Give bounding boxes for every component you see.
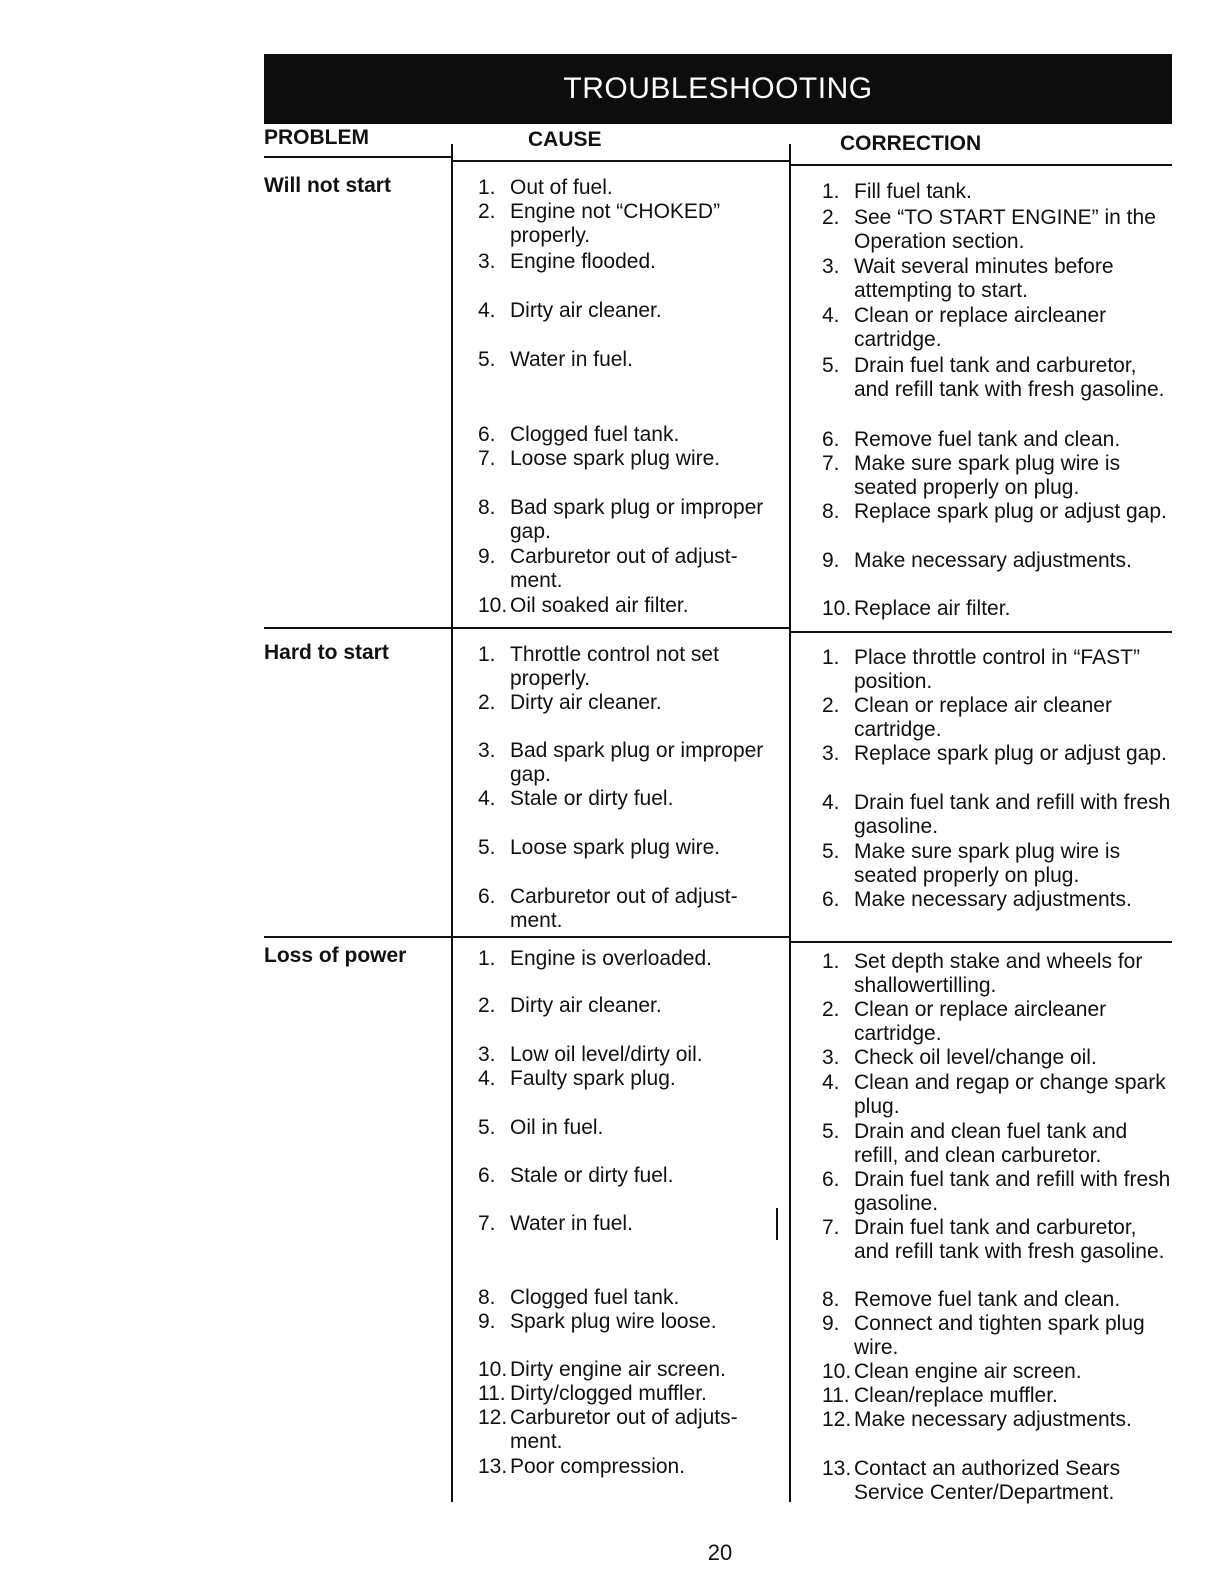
cause-item: 11. Dirty/clogged muffler. <box>478 1382 707 1405</box>
cause-item: 7. Loose spark plug wire. <box>478 447 721 470</box>
divider-right <box>789 144 791 1502</box>
correction-item: 1. Place throttle control in “FAST” position. <box>822 646 1140 693</box>
cause-item: 5. Oil in fuel. <box>478 1116 604 1139</box>
correction-item: 5. Drain fuel tank and carburetor, and refill tank with fresh gasoline. <box>822 354 1165 401</box>
cause-item: 10. Oil soaked air filter. <box>478 594 689 617</box>
cause-item: 3. Low oil level/dirty oil. <box>478 1043 703 1066</box>
correction-item: 10. Replace air filter. <box>822 597 1011 620</box>
divider-left <box>451 144 453 1502</box>
page-number: 20 <box>707 1540 733 1565</box>
rule-section-2-cause <box>452 936 790 938</box>
cause-item: 12. Carburetor out of adjutsment. <box>478 1406 738 1453</box>
cause-item: 6. Carburetor out of adjustment. <box>478 885 738 932</box>
correction-item: 8. Remove fuel tank and clean. <box>822 1288 1121 1311</box>
correction-item: 6. Drain fuel tank and refill with fresh gasoline. <box>822 1168 1171 1215</box>
correction-item: 3. Wait several minutes before attempting to start. <box>822 255 1114 302</box>
cause-item: 6. Stale or dirty fuel. <box>478 1164 674 1187</box>
correction-item: 3. Check oil level/change oil. <box>822 1046 1097 1069</box>
correction-item: 2. See “TO START ENGINE” in the Operation section. <box>822 206 1156 253</box>
cause-item: 1. Engine is overloaded. <box>478 947 712 970</box>
header-problem: PROBLEM <box>264 126 369 149</box>
correction-item: 2. Clean or replace air cleaner cartridge. <box>822 694 1112 741</box>
cause-item: 5. Loose spark plug wire. <box>478 836 721 859</box>
header-cause: CAUSE <box>528 128 602 151</box>
cause-item: 1. Out of fuel. <box>478 176 613 199</box>
correction-item: 10. Clean engine air screen. <box>822 1360 1082 1383</box>
rule-problem-header <box>264 156 452 158</box>
correction-item: 5. Drain and clean fuel tank and refill, and clean carburetor. <box>822 1120 1128 1167</box>
cause-item: 3. Engine flooded. <box>478 250 656 273</box>
correction-item: 4. Clean or replace aircleaner cartridge. <box>822 304 1107 351</box>
rule-section-1-problem <box>264 627 452 629</box>
correction-item: 9. Make necessary adjustments. <box>822 549 1132 572</box>
cause-item: 8. Bad spark plug or improper gap. <box>478 496 764 543</box>
cause-item: 13. Poor compression. <box>478 1455 686 1478</box>
cause-item: 8. Clogged fuel tank. <box>478 1286 680 1309</box>
cause-item: 5. Water in fuel. <box>478 348 633 371</box>
cause-item: 2. Dirty air cleaner. <box>478 691 662 714</box>
correction-item: 3. Replace spark plug or adjust gap. <box>822 742 1167 765</box>
header-correction: CORRECTION <box>840 132 982 155</box>
cause-item: 2. Engine not “CHOKED” properly. <box>478 200 721 247</box>
problem-hard-to-start: Hard to start <box>264 641 389 664</box>
cause-item: 7. Water in fuel. <box>478 1212 633 1235</box>
cause-item: 4. Faulty spark plug. <box>478 1067 676 1090</box>
correction-item: 13. Contact an authorized Sears Service Center/Department. <box>822 1457 1121 1504</box>
correction-item: 9. Connect and tighten spark plug wire. <box>822 1312 1145 1359</box>
correction-item: 4. Drain fuel tank and refill with fresh gasoline. <box>822 791 1171 838</box>
rule-section-1-correction <box>790 631 1172 633</box>
cause-item: 10. Dirty engine air screen. <box>478 1358 726 1381</box>
correction-item: 7. Drain fuel tank and carburetor, and refill tank with fresh gasoline. <box>822 1216 1165 1263</box>
rule-section-2-problem <box>264 936 452 938</box>
correction-item: 6. Make necessary adjustments. <box>822 888 1132 911</box>
correction-item: 5. Make sure spark plug wire is seated properly on plug. <box>822 840 1121 887</box>
problem-loss-of-power: Loss of power <box>264 944 407 967</box>
cause-item: 4. Stale or dirty fuel. <box>478 787 674 810</box>
correction-item: 1. Set depth stake and wheels for shallowertilling. <box>822 950 1143 997</box>
cause-item: 9. Spark plug wire loose. <box>478 1310 717 1333</box>
cause-item: 2. Dirty air cleaner. <box>478 994 662 1017</box>
correction-item: 2. Clean or replace aircleaner cartridge. <box>822 998 1107 1045</box>
correction-item: 4. Clean and regap or change spark plug. <box>822 1071 1166 1118</box>
rule-cause-header <box>452 160 790 162</box>
cause-item: 6. Clogged fuel tank. <box>478 423 680 446</box>
page-title: TROUBLESHOOTING <box>563 72 873 105</box>
cause-item: 9. Carburetor out of adjustment. <box>478 545 738 592</box>
correction-item: 11. Clean/replace muffler. <box>822 1384 1058 1407</box>
correction-item: 7. Make sure spark plug wire is seated properly on plug. <box>822 452 1121 499</box>
correction-item: 6. Remove fuel tank and clean. <box>822 428 1121 451</box>
cause-item: 4. Dirty air cleaner. <box>478 299 662 322</box>
correction-item: 1. Fill fuel tank. <box>822 180 972 203</box>
problem-will-not-start: Will not start <box>264 174 391 197</box>
rule-section-2-correction <box>790 941 1172 943</box>
correction-item: 12. Make necessary adjustments. <box>822 1408 1132 1431</box>
rule-correction-header <box>790 164 1172 166</box>
correction-item: 8. Replace spark plug or adjust gap. <box>822 500 1167 523</box>
title-bar <box>264 54 1172 124</box>
cause-item: 1. Throttle control not set properly. <box>478 643 719 690</box>
cause-item: 3. Bad spark plug or improper gap. <box>478 739 764 786</box>
rule-section-1-cause <box>452 627 790 629</box>
